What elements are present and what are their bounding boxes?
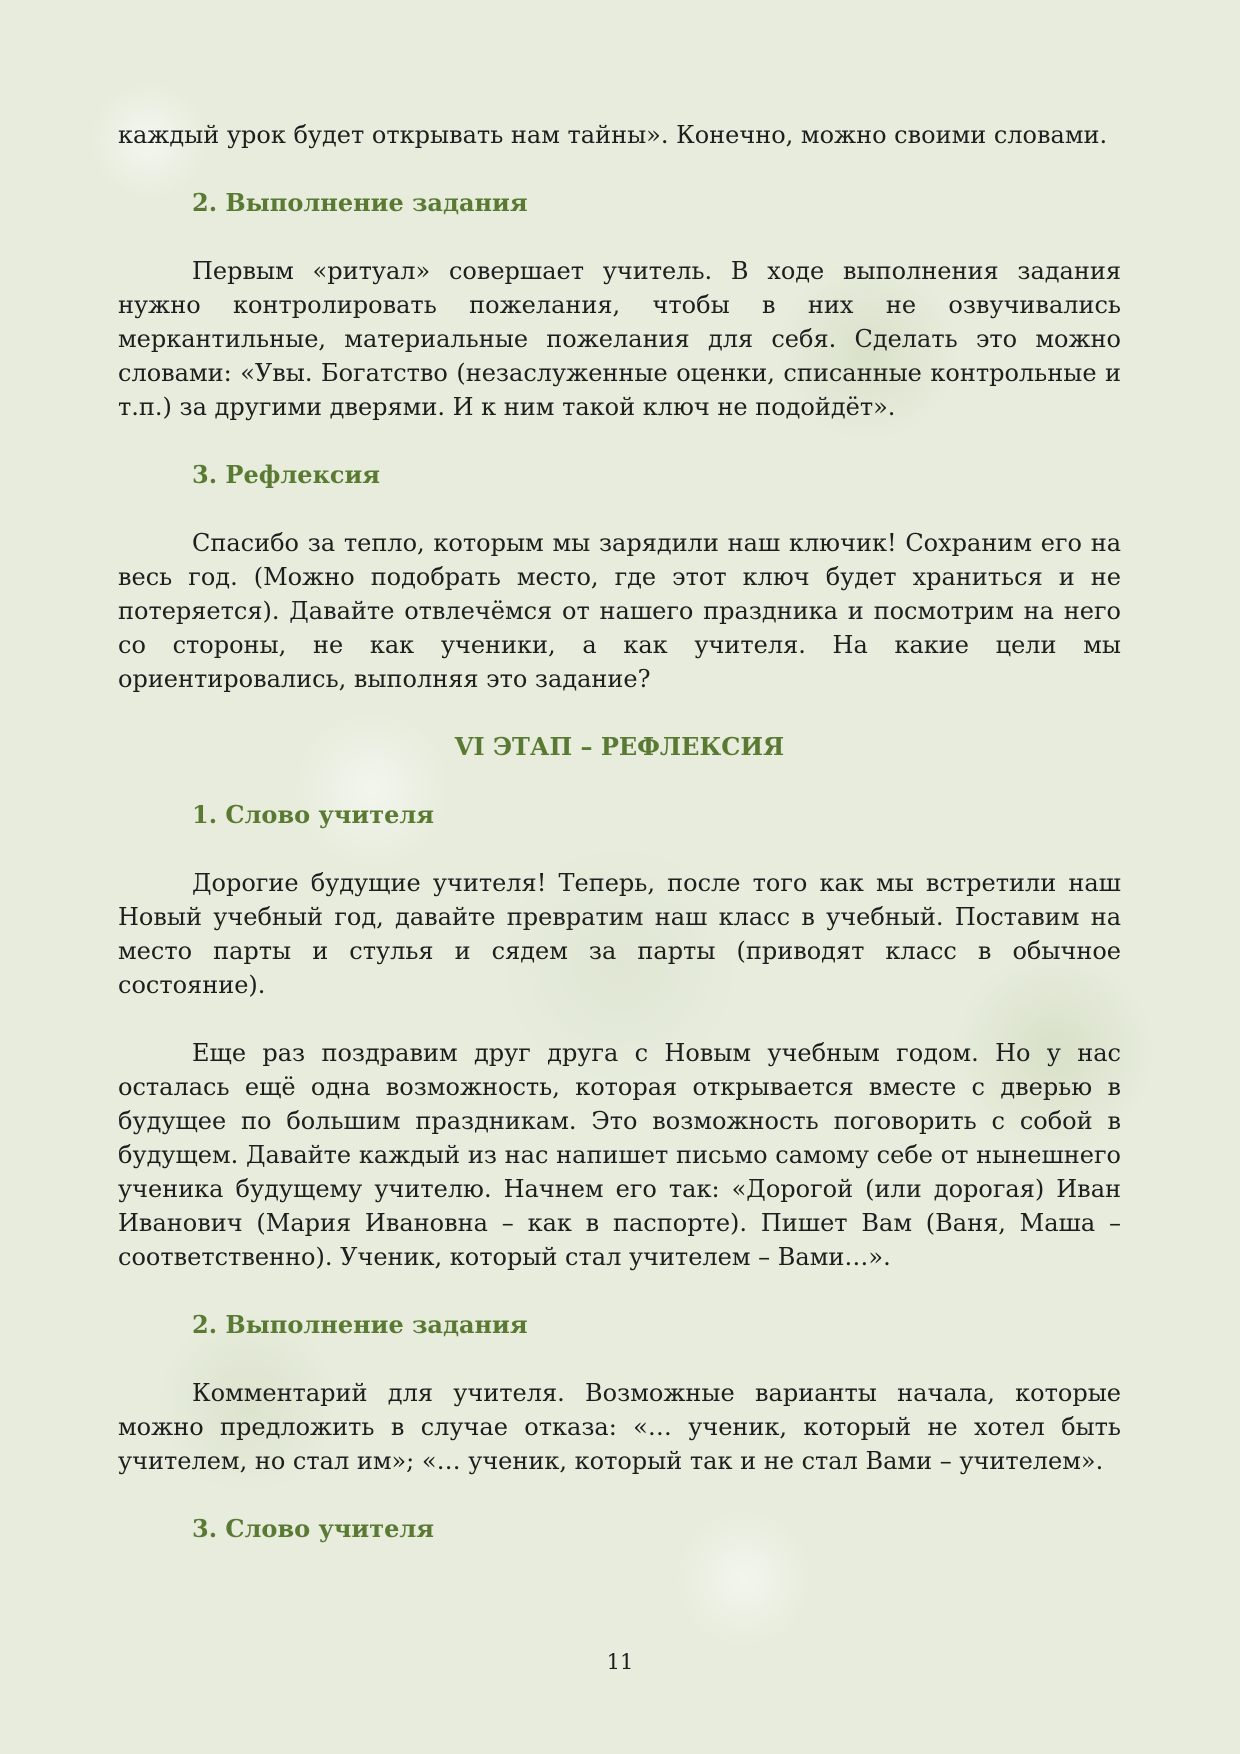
paragraph-ritual: Первым «ритуал» совершает учитель. В ходе выполнения задания нужно контролировать пожелания, чтобы в них не озвучивались меркантильные, материальные пожелания для себя. Сделать это можно словами: «Увы. Богатство (незаслуженные оценки, списанные контрольные и т.п.) за другими дверями. И к ним такой ключ не подойдёт». xyxy=(118,257,1121,421)
spacer xyxy=(118,1478,1121,1512)
spacer xyxy=(118,696,1121,730)
spacer xyxy=(118,424,1121,458)
section-heading-teacher-word: 1. Слово учителя xyxy=(192,800,435,829)
spacer xyxy=(118,1002,1121,1036)
paragraph-continuation: каждый урок будет открывать нам тайны». Конечно, можно своими словами. xyxy=(118,121,1108,149)
page-number: 11 xyxy=(606,1650,634,1674)
paragraph-thanks: Спасибо за тепло, которым мы зарядили наш ключик! Сохраним его на весь год. (Можно подобрать место, где этот ключ будет храниться и не потеряется). Давайте отвлечёмся от нашего праздника и посмотрим на него со стороны, не как ученики, а как учителя. На какие цели мы ориентировались, выполняя это задание? xyxy=(118,529,1121,693)
stage-heading: VI ЭТАП – РЕФЛЕКСИЯ xyxy=(454,732,785,761)
paragraph-comment: Комментарий для учителя. Возможные варианты начала, которые можно предложить в случае отказа: «… ученик, который не хотел быть учителем, но стал им»; «… ученик, который так и не стал Вами – учителем». xyxy=(118,1379,1121,1475)
spacer xyxy=(118,1274,1121,1308)
section-heading-task-execution-2: 2. Выполнение задания xyxy=(192,1310,528,1339)
spacer xyxy=(118,1342,1121,1376)
section-heading-teacher-word-2: 3. Слово учителя xyxy=(192,1514,435,1543)
spacer xyxy=(118,492,1121,526)
paragraph-dear-teachers: Дорогие будущие учителя! Теперь, после того как мы встретили наш Новый учебный год, давайте превратим наш класс в учебный. Поставим на место парты и стулья и сядем за парты (приводят класс в обычное состояние). xyxy=(118,869,1121,999)
spacer xyxy=(118,152,1121,186)
page-content xyxy=(118,118,1121,1546)
spacer xyxy=(118,220,1121,254)
section-heading-reflection: 3. Рефлексия xyxy=(192,460,381,489)
section-heading-task-execution: 2. Выполнение задания xyxy=(192,188,528,217)
paragraph-letter: Еще раз поздравим друг друга с Новым учебным годом. Но у нас осталась ещё одна возможность, которая открывается вместе с дверью в будущее по большим праздникам. Это возможность поговорить с собой в будущем. Давайте каждый из нас напишет письмо самому себе от нынешнего ученика будущему учителю. Начнем его так: «Дорогой (или дорогая) Иван Иванович (Мария Ивановна – как в паспорте). Пишет Вам (Ваня, Маша – соответственно). Ученик, который стал учителем – Вами…». xyxy=(118,1039,1121,1271)
spacer xyxy=(118,764,1121,798)
spacer xyxy=(118,832,1121,866)
